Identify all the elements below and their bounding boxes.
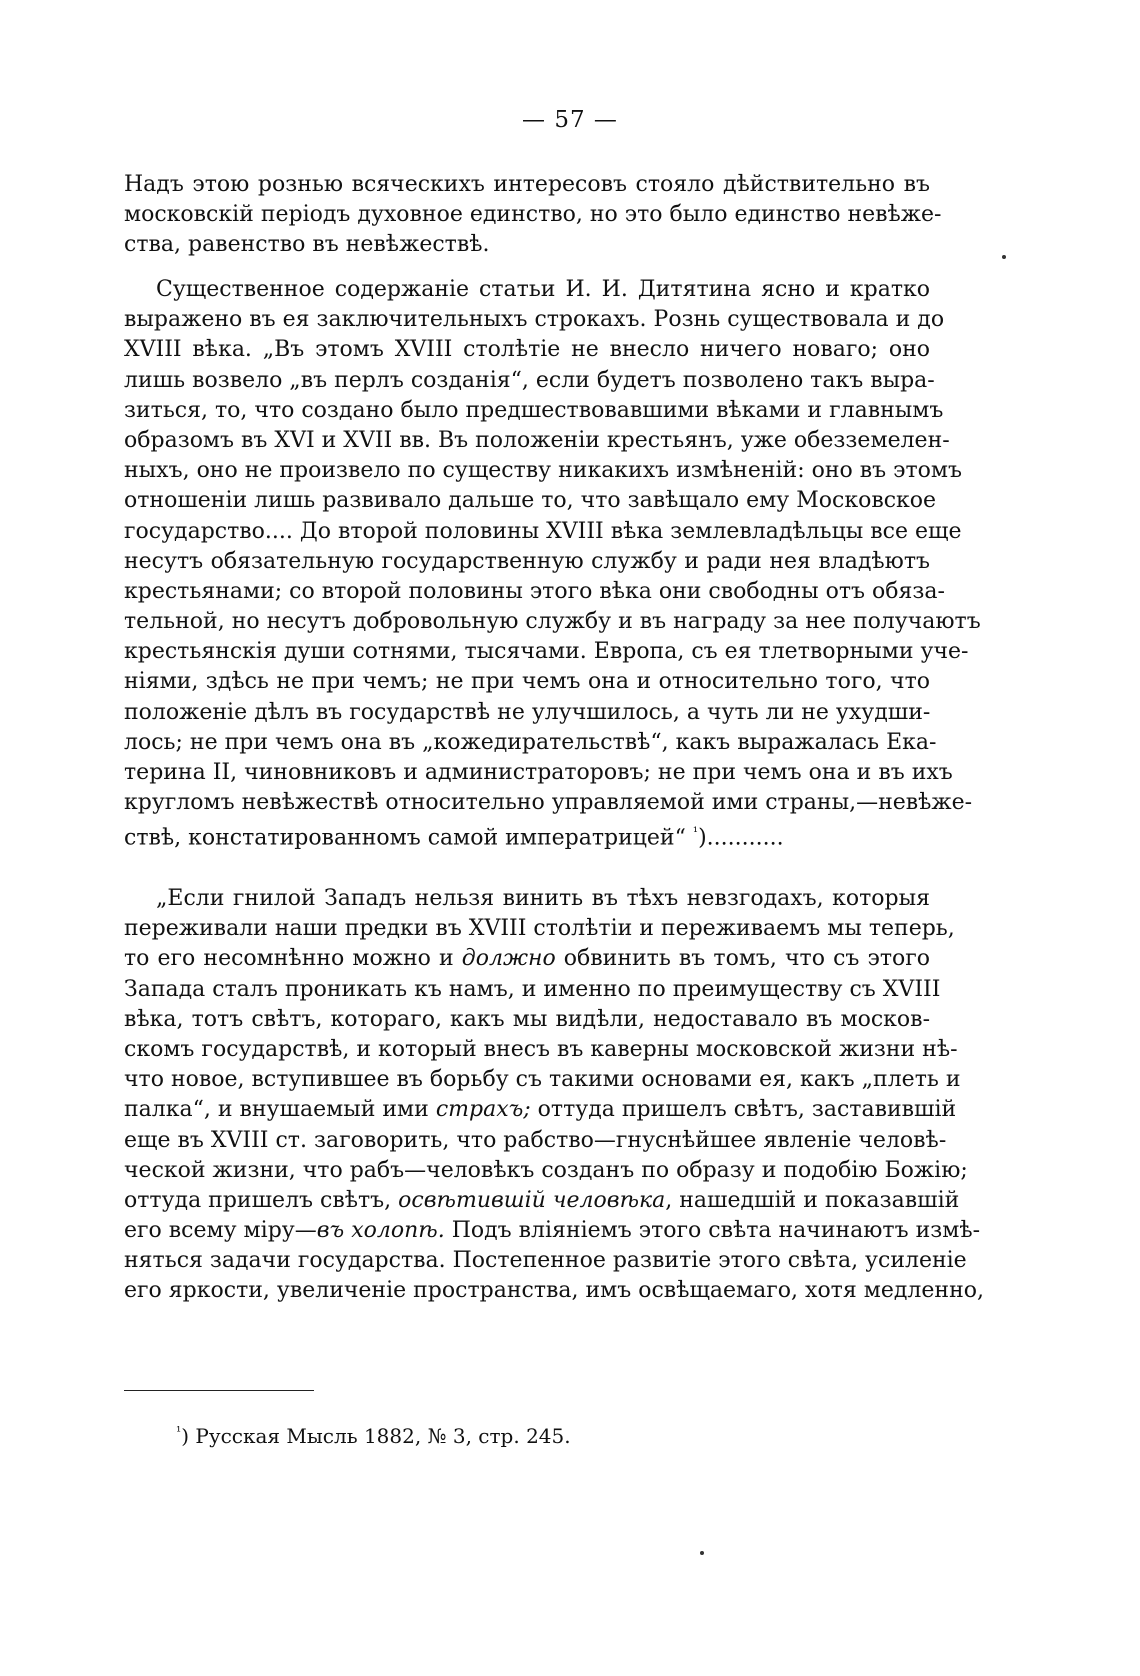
- text-fragment: то его несомнѣнно можно и: [124, 946, 462, 972]
- text-line: образомъ въ XVI и XVII вв. Въ положеніи крестьянъ, уже обезземелен-: [124, 427, 950, 453]
- text-line-with-footnote-ref: [124, 818, 930, 851]
- text-line: ніями, здѣсь не при чемъ; не при чемъ она и относительно того, что: [124, 669, 930, 695]
- text-line: XVIII вѣка. „Въ этомъ XVIII столѣтіе не внесло ничего новаго; оно: [124, 337, 930, 363]
- text-line: тельной, но несутъ добровольную службу и въ награду за нее получаютъ: [124, 609, 981, 635]
- text-line: его яркости, увеличеніе пространства, имъ освѣщаемаго, хотя медленно,: [124, 1278, 984, 1304]
- text-fragment: его всему міру—: [124, 1218, 317, 1244]
- text-line: что новое, вступившее въ борьбу съ такими основами ея, какъ „плеть и: [124, 1067, 961, 1093]
- text-line: московскій періодъ духовное единство, но это было единство невѣже-: [124, 202, 942, 228]
- scan-speck: [700, 1551, 704, 1555]
- footnote: [176, 1424, 571, 1448]
- text-line: зиться, то, что создано было предшествовавшими вѣками и главнымъ: [124, 397, 944, 423]
- footnote-text: ) Русская Мысль 1882, № 3, стр. 245.: [181, 1424, 571, 1448]
- text-line: ческой жизни, что рабъ—человѣкъ созданъ по образу и подобію Божію;: [124, 1157, 968, 1183]
- text-line: кругломъ невѣжествѣ относительно управляемой ими страны,—невѣже-: [124, 790, 973, 816]
- text-line: няться задачи государства. Постепенное развитіе этого свѣта, усиленіе: [124, 1248, 967, 1274]
- paragraph-2: [124, 275, 981, 851]
- text-line: [124, 1186, 960, 1216]
- text-line: [124, 1216, 981, 1246]
- text-line: [124, 1095, 957, 1125]
- paragraph-3: [124, 884, 984, 1307]
- text-line: Существенное содержаніе статьи И. И. Дитятина ясно и кратко: [156, 277, 930, 302]
- text-line: отношеніи лишь развивало дальше то, что завѣщало ему Московское: [124, 488, 937, 514]
- text-line: терина II, чиновниковъ и администраторовъ; не при чемъ она и въ ихъ: [124, 760, 953, 785]
- text-fragment: обвинить въ томъ, что съ этого: [555, 946, 931, 972]
- text-line: ныхъ, оно не произвело по существу никакихъ измѣненій: оно въ этомъ: [124, 458, 962, 484]
- text-line: выражено въ ея заключительныхъ строкахъ. Рознь существовала и до: [124, 307, 945, 333]
- text-line: положеніе дѣлъ въ государствѣ не улучшилось, а чуть ли не ухудши-: [124, 699, 931, 725]
- emphasis: должно: [461, 946, 556, 972]
- text-line: крестьянами; со второй половины этого вѣка они свободны отъ обяза-: [124, 578, 945, 604]
- text-line: Надъ этою рознью всяческихъ интересовъ стояло дѣйствительно въ: [124, 172, 930, 197]
- text-line: крестьянскія души сотнями, тысячами. Европа, съ ея тлетворными уче-: [124, 639, 969, 665]
- text-fragment: оттуда пришелъ свѣтъ, заставившій: [530, 1097, 957, 1123]
- text-line: еще въ XVIII ст. заговорить, что рабство—гнуснѣйшее явленіе человѣ-: [124, 1127, 947, 1153]
- text-line: лишь возвело „въ перлъ созданія“, если будетъ позволено такъ выра-: [124, 367, 935, 393]
- text-fragment: )...........: [698, 825, 784, 851]
- text-line: переживали наши предки въ XVIII столѣтіи и переживаемъ мы теперь,: [124, 916, 955, 942]
- text-line: скомъ государствѣ, и который внесъ въ каверны московской жизни нѣ-: [124, 1036, 958, 1062]
- text-fragment: оттуда пришелъ свѣтъ,: [124, 1187, 399, 1213]
- text-fragment: , нашедшій и показавшій: [665, 1187, 960, 1213]
- footnote-marker: ¹: [176, 1424, 182, 1440]
- text-fragment: ствѣ, констатированномъ самой императрицей“: [124, 825, 686, 851]
- paragraph-1: [124, 170, 942, 261]
- footnote-reference[interactable]: ¹: [692, 825, 699, 841]
- text-line: [124, 944, 930, 974]
- text-fragment: палка“, и внушаемый ими: [124, 1097, 436, 1123]
- text-line: Запада сталъ проникать къ намъ, и именно по преимуществу съ XVIII: [124, 976, 941, 1002]
- emphasis: страхъ;: [435, 1097, 531, 1123]
- text-line: несутъ обязательную государственную службу и ради нея владѣютъ: [124, 548, 930, 574]
- footnote-divider: [124, 1390, 314, 1391]
- scan-speck: [1002, 255, 1006, 259]
- emphasis: въ холопѣ.: [316, 1218, 445, 1244]
- text-line: государство.... До второй половины XVIII вѣка землевладѣльцы все еще: [124, 518, 962, 544]
- page-number: — 57 —: [522, 107, 618, 133]
- text-fragment: Подъ вліяніемъ этого свѣта начинаютъ измѣ-: [444, 1218, 981, 1244]
- emphasis: освѣтившій человѣка: [398, 1187, 666, 1213]
- text-line: лось; не при чемъ она въ „кожедирательствѣ“, какъ выражалась Ека-: [124, 729, 937, 755]
- text-line: „Если гнилой Западъ нельзя винить въ тѣхъ невзгодахъ, которыя: [156, 886, 930, 911]
- text-line: вѣка, тотъ свѣтъ, котораго, какъ мы видѣли, недоставало въ москов-: [124, 1006, 930, 1032]
- text-line: ства, равенство въ невѣжествѣ.: [124, 232, 490, 258]
